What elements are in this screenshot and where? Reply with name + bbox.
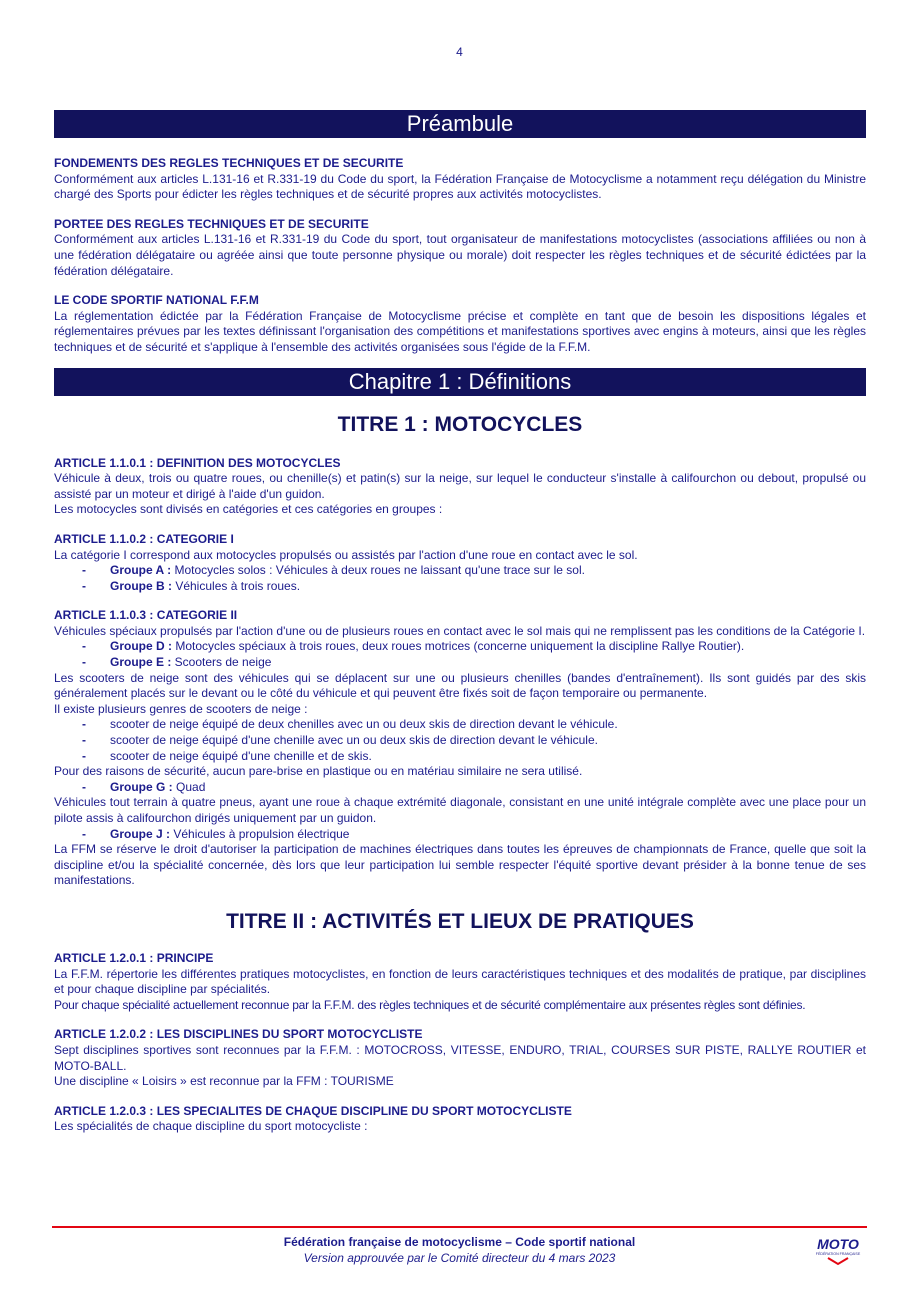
ffm-logo-icon xyxy=(814,1234,862,1266)
group-label: Groupe E : xyxy=(110,655,172,670)
article-text: Les scooters de neige sont des véhicules qui se déplacent sur une ou plusieurs chenilles (bandes d'entraînement). Ils sont guidés par des skis généralement placés sur le devant ou le côté du véhicule et qui peuvent être fixés soit de façon temporaire ou permanente. xyxy=(54,670,866,701)
list-item xyxy=(82,639,866,655)
group-list xyxy=(54,827,866,843)
titre-2-heading: TITRE II : ACTIVITÉS ET LIEUX DE PRATIQUES xyxy=(226,909,694,933)
group-list xyxy=(54,639,866,670)
article-text: Les spécialités de chaque discipline du sport motocycliste : xyxy=(54,1119,368,1134)
footer-title: Fédération française de motocyclisme – Code sportif national xyxy=(283,1235,636,1249)
article-1102 xyxy=(54,532,866,594)
list-item: - scooter de neige équipé d'une chenille avec un ou deux skis de direction devant le véhicule. xyxy=(82,733,866,749)
page-content xyxy=(54,110,866,1149)
logo-text: MOTO xyxy=(817,1236,859,1252)
article-text: Pour chaque spécialité actuellement reconnue par la F.F.M. des règles techniques et de sécurité complémentaire aux présentes règles sont définies. xyxy=(54,997,806,1012)
chapitre-banner: Chapitre 1 : Définitions xyxy=(54,368,866,396)
article-text: Une discipline « Loisirs » est reconnue par la FFM : TOURISME xyxy=(54,1074,394,1089)
article-heading: ARTICLE 1.1.0.2 : CATEGORIE I xyxy=(54,531,234,546)
footer xyxy=(0,1234,919,1266)
group-label: Groupe J : xyxy=(110,826,171,841)
article-text: Sept disciplines sportives sont reconnues par la F.F.M. : MOTOCROSS, VITESSE, ENDURO, TRIAL, COURSES SUR PISTE, RALLYE ROUTIER et MOTO-BALL. xyxy=(54,1042,866,1073)
article-text: La catégorie I correspond aux motocycles propulsés ou assistés par l'action d'une roue en contact avec le sol. xyxy=(54,547,638,562)
preambule-banner: Préambule xyxy=(54,110,866,138)
group-text: Véhicules à propulsion électrique xyxy=(170,826,350,841)
titre-1-heading: TITRE 1 : MOTOCYCLES xyxy=(337,412,583,436)
article-text: La FFM se réserve le droit d'autoriser la participation de machines électriques dans toutes les épreuves de championnats de France, quelle que soit la discipline et/ou la spécialité concernée, dès lors que leur participation lui semble respecter l'équité sportive devant présider à la bonne tenue de ses manifestations. xyxy=(54,842,866,888)
genres-list xyxy=(54,717,866,764)
list-item: - scooter de neige équipé de deux chenilles avec un ou deux skis de direction devant le véhicule. xyxy=(82,717,866,733)
article-text: Il existe plusieurs genres de scooters de neige : xyxy=(54,701,308,716)
article-1202 xyxy=(54,1027,866,1089)
article-heading: ARTICLE 1.2.0.2 : LES DISCIPLINES DU SPORT MOTOCYCLISTE xyxy=(54,1027,423,1042)
article-heading: ARTICLE 1.1.0.3 : CATEGORIE II xyxy=(54,608,238,623)
list-item xyxy=(82,655,866,671)
list-item: - scooter de neige équipé d'une chenille et de skis. xyxy=(82,749,866,765)
page-number: 4 xyxy=(456,45,463,59)
section-text: La réglementation édictée par la Fédération Française de Motocyclisme précise et complète en tant que de besoin les dispositions légales et réglementaires prévues par les textes définissant l'organisation des compétitions et manifestations sportives avec engins à moteurs, ainsi que les règles techniques et de sécurité et s'applique à l'ensemble des activités organisées sous l'égide de la F.F.M. xyxy=(54,308,866,354)
section-fondements xyxy=(54,156,866,203)
logo-subtext: FÉDÉRATION FRANÇAISE xyxy=(815,1252,861,1256)
group-text: Motocycles solos : Véhicules à deux roues ne laissant qu'une trace sur le sol. xyxy=(171,563,585,578)
list-item xyxy=(82,579,866,595)
article-text: Véhicules spéciaux propulsés par l'action d'une ou de plusieurs roues en contact avec le sol mais qui ne remplissent pas les conditions de la Catégorie I. xyxy=(54,623,866,638)
section-heading: LE CODE SPORTIF NATIONAL F.F.M xyxy=(54,293,259,308)
group-list xyxy=(54,780,866,796)
group-list xyxy=(54,563,866,594)
group-label: Groupe B : xyxy=(110,578,172,593)
article-text: Véhicule à deux, trois ou quatre roues, ou chenille(s) et patin(s) sur la neige, sur lequel le conducteur s'installe à califourchon ou debout, propulsé ou assisté par un moteur et dirigé à l'aide d'un guidon. xyxy=(54,471,866,501)
footer-version: Version approuvée par le Comité directeur du 4 mars 2023 xyxy=(303,1251,616,1265)
article-1203 xyxy=(54,1104,866,1135)
list-item xyxy=(82,827,866,843)
group-label: Groupe D : xyxy=(110,639,172,654)
section-heading: FONDEMENTS DES REGLES TECHNIQUES ET DE SECURITE xyxy=(54,156,404,170)
article-1201 xyxy=(54,951,866,1013)
article-heading: ARTICLE 1.2.0.1 : PRINCIPE xyxy=(54,950,214,965)
list-item xyxy=(82,563,866,579)
section-text: Conformément aux articles L.131-16 et R.331-19 du Code du sport, tout organisateur de manifestations motocyclistes (associations affiliées ou non à une fédération délégataire ou agréée ainsi que toute personne physique ou morale) doit respecter les règles techniques et de sécurité édictées par la fédération délégataire. xyxy=(54,232,866,278)
group-label: Groupe G : xyxy=(110,779,173,794)
section-code-sportif xyxy=(54,293,866,355)
article-heading: ARTICLE 1.1.0.1 : DEFINITION DES MOTOCYCLES xyxy=(54,455,341,470)
article-1103 xyxy=(54,608,866,889)
article-text: La F.F.M. répertorie les différentes pratiques motocyclistes, en fonction de leurs caractéristiques techniques et des modalités de pratique, par disciplines et pour chaque discipline par spécialités. xyxy=(54,966,866,997)
article-text: Véhicules tout terrain à quatre pneus, ayant une roue à chaque extrémité diagonale, consistant en une unité intégrale complète avec une place pour un pilote assis à califourchon dirigés uniquement par un guidon. xyxy=(54,795,866,825)
article-text: Les motocycles sont divisés en catégories et ces catégories en groupes : xyxy=(54,502,443,517)
section-text: Conformément aux articles L.131-16 et R.331-19 du Code du sport, la Fédération Française de Motocyclisme a notamment reçu délégation du Ministre chargé des Sports pour édicter les règles techniques et de sécurité propres aux activités motocyclistes. xyxy=(54,171,866,202)
group-text: Véhicules à trois roues. xyxy=(172,578,301,593)
section-portee xyxy=(54,217,866,279)
section-heading: PORTEE DES REGLES TECHNIQUES ET DE SECURITE xyxy=(54,216,369,231)
group-label: Groupe A : xyxy=(110,563,172,578)
group-text: Scooters de neige xyxy=(171,655,272,670)
article-text: Pour des raisons de sécurité, aucun pare-brise en plastique ou en matériau similaire ne sera utilisé. xyxy=(54,764,583,779)
group-text: Motocycles spéciaux à trois roues, deux roues motrices (concerne uniquement la discipline Rallye Routier). xyxy=(172,639,745,654)
footer-divider xyxy=(52,1226,867,1228)
list-item xyxy=(82,780,866,796)
article-heading: ARTICLE 1.2.0.3 : LES SPECIALITES DE CHAQUE DISCIPLINE DU SPORT MOTOCYCLISTE xyxy=(54,1103,572,1118)
article-1101 xyxy=(54,456,866,518)
group-text: Quad xyxy=(172,779,206,794)
